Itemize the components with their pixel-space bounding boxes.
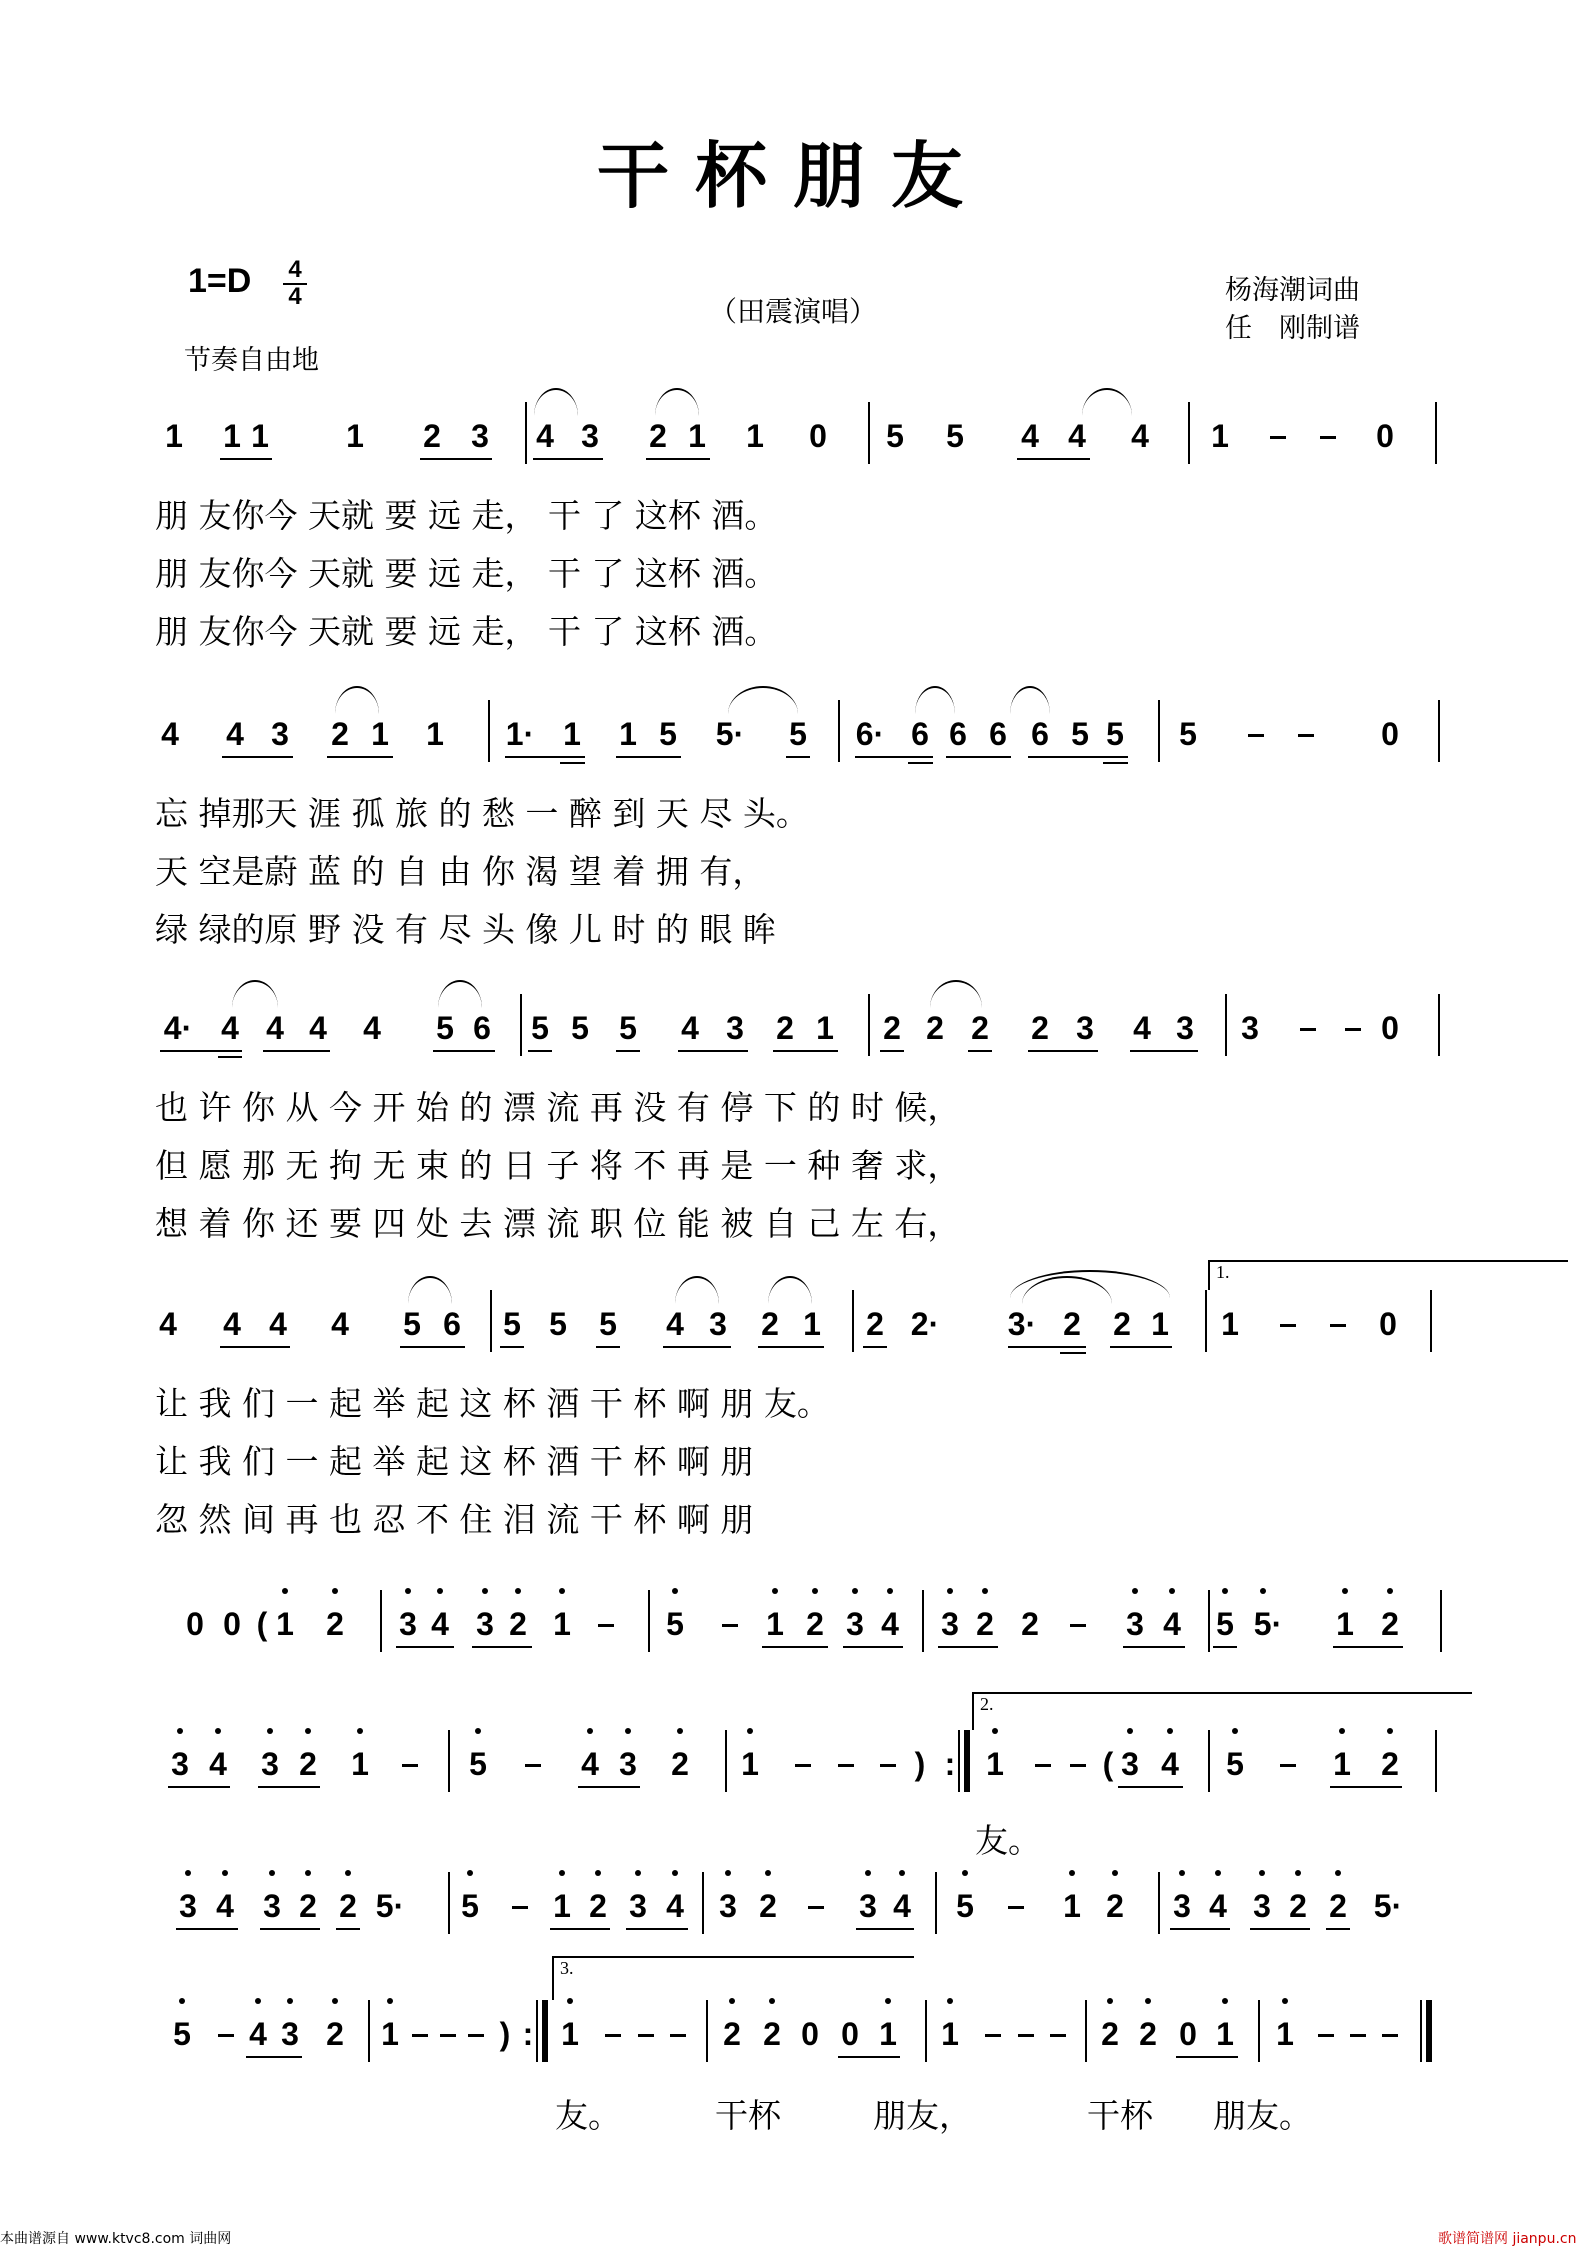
note: 3 [1176, 1010, 1194, 1046]
note: 2 [1289, 1888, 1307, 1924]
lyrics-system-6 [155, 1815, 1455, 1863]
lyric-pengyou-1: 朋友， [873, 2096, 972, 2135]
note: 1 [803, 1306, 821, 1342]
note: 1 [251, 418, 269, 454]
note: 4 [269, 1306, 287, 1342]
note: 4 [249, 2016, 267, 2052]
note: 5 [946, 418, 964, 454]
note: 4 [159, 1306, 177, 1342]
note: 3 [719, 1888, 737, 1924]
note: 3 [1253, 1888, 1271, 1924]
repeat-end: : [944, 1746, 956, 1782]
note: 0 [186, 1606, 204, 1642]
note: 4 [666, 1306, 684, 1342]
note: 2 [776, 1010, 794, 1046]
lyrics-system-2-line-3: 绿 绿的原 野 没 有 尽 头 像 儿 时 的 眼 眸 [155, 910, 776, 949]
lyric-ganbei-2: 干杯 [1087, 2096, 1153, 2135]
note: 6 [989, 716, 1007, 752]
lyrics-system-3-line-2: 但 愿 那 无 拘 无 束 的 日 子 将 不 再 是 一 种 奢 求， [155, 1146, 961, 1185]
note: 2 [763, 2016, 781, 2052]
note: 2 [1063, 1306, 1081, 1342]
note: 5 [659, 716, 677, 752]
note: 1 [563, 716, 581, 752]
note: 5 [1226, 1746, 1244, 1782]
lyrics-system-2-line-1: 忘 掉那天 涯 孤 旅 的 愁 一 醉 到 天 尽 头。 [155, 794, 809, 833]
note: 5 [1106, 716, 1124, 752]
note: 4· [163, 1010, 193, 1046]
note: ) [499, 2016, 511, 2052]
note: 2 [1139, 2016, 1157, 2052]
note: 6 [949, 716, 967, 752]
lyrics-system-4-line-1: 让 我 们 一 起 举 起 这 杯 酒 干 杯 啊 朋 友。 [155, 1384, 830, 1423]
note: 3 [709, 1306, 727, 1342]
note: 3 [281, 2016, 299, 2052]
notation-system-8 [150, 1958, 1450, 2070]
note: 1 [351, 1746, 369, 1782]
lyric-pengyou-2: 朋友。 [1213, 2096, 1312, 2135]
note: 5 [599, 1306, 617, 1342]
notation-system-1 [150, 402, 1450, 472]
note: 1 [1221, 1306, 1239, 1342]
note: 5 [1071, 716, 1089, 752]
repeat-end: : [522, 2016, 534, 2052]
note: 0 [1381, 1010, 1399, 1046]
note: 1 [986, 1746, 1004, 1782]
note: 4 [209, 1746, 227, 1782]
note: 4 [266, 1010, 284, 1046]
note: 1 [553, 1888, 571, 1924]
note: 6 [473, 1010, 491, 1046]
note: 5 [886, 418, 904, 454]
note: 2 [759, 1888, 777, 1924]
note: 4 [1209, 1888, 1227, 1924]
note: 5 [666, 1606, 684, 1642]
note: 3 [1076, 1010, 1094, 1046]
note: 1 [426, 716, 444, 752]
note: 1 [879, 2016, 897, 2052]
credit-lyrics-music: 杨海潮词曲 [1225, 275, 1360, 306]
note: 0 [1179, 2016, 1197, 2052]
volta-label: 1. [1216, 1262, 1230, 1282]
note: 5 [619, 1010, 637, 1046]
note: 1 [371, 716, 389, 752]
time-signature-top: 4 [288, 256, 302, 283]
note: 1 [941, 2016, 959, 2052]
note: 2 [299, 1746, 317, 1782]
notation-system-3 [150, 994, 1450, 1064]
note: 2 [1031, 1010, 1049, 1046]
note: 2 [1021, 1606, 1039, 1642]
note: 2 [331, 716, 349, 752]
note: 4 [1163, 1606, 1181, 1642]
note: 2 [326, 2016, 344, 2052]
note: 0 [841, 2016, 859, 2052]
lyrics-system-1-line-3: 朋 友你今 天就 要 远 走， 干 了 这杯 酒。 [155, 612, 778, 651]
note: 5 [436, 1010, 454, 1046]
note: 2 [976, 1606, 994, 1642]
note: 5 [461, 1888, 479, 1924]
note: ) [914, 1746, 926, 1782]
note: 2 [326, 1606, 344, 1642]
volta-label: 3. [560, 1958, 574, 1978]
notation-system-6 [150, 1694, 1450, 1800]
lyric-you-final: 友。 [555, 2096, 621, 2135]
note: 4 [431, 1606, 449, 1642]
note: 2 [971, 1010, 989, 1046]
note: 5 [549, 1306, 567, 1342]
note: 3 [261, 1746, 279, 1782]
note: 4 [363, 1010, 381, 1046]
note: 1 [1336, 1606, 1354, 1642]
lyrics-system-4-line-2: 让 我 们 一 起 举 起 这 杯 酒 干 杯 啊 朋 [155, 1442, 754, 1481]
note: 5· [375, 1888, 405, 1924]
note: 4 [536, 418, 554, 454]
note: 3 [1121, 1746, 1139, 1782]
note: 1 [766, 1606, 784, 1642]
note: 0 [1376, 418, 1394, 454]
note: 5· [1373, 1888, 1403, 1924]
note: 3 [171, 1746, 189, 1782]
note: 2 [866, 1306, 884, 1342]
key-signature: 1=D [188, 262, 252, 300]
note: 5 [469, 1746, 487, 1782]
footer-watermark: 歌谱简谱网 jianpu.cn [1438, 2231, 1577, 2247]
lyrics-system-3-line-3: 想 着 你 还 要 四 处 去 漂 流 职 位 能 被 自 己 左 右， [155, 1204, 961, 1243]
singer-note: （田震演唱） [708, 295, 877, 328]
note: 0 [801, 2016, 819, 2052]
time-signature-bottom: 4 [283, 283, 307, 309]
note: 1 [1276, 2016, 1294, 2052]
note: 0 [809, 418, 827, 454]
note: 3 [619, 1746, 637, 1782]
lyrics-system-2-line-2: 天 空是蔚 蓝 的 自 由 你 渴 望 着 拥 有， [155, 852, 766, 891]
note: 6 [1031, 716, 1049, 752]
note: 6 [443, 1306, 461, 1342]
note: 2 [1113, 1306, 1131, 1342]
notation-system-2 [150, 700, 1450, 770]
note: 0 [1381, 716, 1399, 752]
note: 2 [806, 1606, 824, 1642]
note: 5 [173, 2016, 191, 2052]
note: 5 [1179, 716, 1197, 752]
notation-system-7 [150, 1872, 1450, 1942]
note: 3 [846, 1606, 864, 1642]
note: 1 [741, 1746, 759, 1782]
note: 1 [381, 2016, 399, 2052]
note: 4 [681, 1010, 699, 1046]
note: 4 [881, 1606, 899, 1642]
note: 1 [688, 418, 706, 454]
note: 0 [1379, 1306, 1397, 1342]
note: 2 [299, 1888, 317, 1924]
note: 1· [505, 716, 535, 752]
note: 1 [276, 1606, 294, 1642]
note: 2 [926, 1010, 944, 1046]
note: 3 [1241, 1010, 1259, 1046]
note: 3 [1126, 1606, 1144, 1642]
note: ( [1102, 1746, 1114, 1782]
note: 5 [956, 1888, 974, 1924]
note: 4 [226, 716, 244, 752]
note: 5· [1253, 1606, 1283, 1642]
note: 3 [859, 1888, 877, 1924]
note: 1 [1151, 1306, 1169, 1342]
note: 5 [531, 1010, 549, 1046]
note: 5 [503, 1306, 521, 1342]
note: 4 [581, 1746, 599, 1782]
note: 4 [331, 1306, 349, 1342]
note: 6 [911, 716, 929, 752]
lyrics-system-4-line-3: 忽 然 间 再 也 忍 不 住 泪 流 干 杯 啊 朋 [155, 1500, 754, 1539]
lyrics-system-3-line-1: 也 许 你 从 今 开 始 的 漂 流 再 没 有 停 下 的 时 候， [155, 1088, 961, 1127]
note: 2 [1329, 1888, 1347, 1924]
note: 3 [726, 1010, 744, 1046]
note: 1 [165, 418, 183, 454]
note: 2 [1101, 2016, 1119, 2052]
note: 1 [1216, 2016, 1234, 2052]
note: 1 [746, 418, 764, 454]
note: 3 [263, 1888, 281, 1924]
note: 4 [1161, 1746, 1179, 1782]
note: 2 [1381, 1606, 1399, 1642]
note: 4 [216, 1888, 234, 1924]
credit-transcriber: 任 刚制谱 [1225, 313, 1360, 344]
note: 2 [509, 1606, 527, 1642]
note: 3 [471, 418, 489, 454]
note: 5 [789, 716, 807, 752]
note: 1 [1211, 418, 1229, 454]
lyric-ganbei-1: 干杯 [715, 2096, 781, 2135]
note: 3 [1173, 1888, 1191, 1924]
note: 2 [649, 418, 667, 454]
note: 1 [1333, 1746, 1351, 1782]
note: 4 [666, 1888, 684, 1924]
note: 3· [1007, 1306, 1037, 1342]
notation-system-4 [150, 1262, 1450, 1360]
note: 4 [309, 1010, 327, 1046]
note: 4 [893, 1888, 911, 1924]
note: 3 [476, 1606, 494, 1642]
note: 4 [223, 1306, 241, 1342]
note: 5 [403, 1306, 421, 1342]
lyrics-system-1-line-1: 朋 友你今 天就 要 远 走， 干 了 这杯 酒。 [155, 496, 778, 535]
note: 2 [589, 1888, 607, 1924]
note: ( [256, 1606, 268, 1642]
note: 5· [715, 716, 745, 752]
note: 2 [671, 1746, 689, 1782]
note: 2 [883, 1010, 901, 1046]
note: 3 [271, 716, 289, 752]
note: 0 [223, 1606, 241, 1642]
note: 4 [221, 1010, 239, 1046]
note: 1 [346, 418, 364, 454]
note: 2 [761, 1306, 779, 1342]
note: 5 [1216, 1606, 1234, 1642]
note: 4 [1068, 418, 1086, 454]
note: 1 [561, 2016, 579, 2052]
lyric-you: 友。 [975, 1821, 1041, 1860]
note: 3 [941, 1606, 959, 1642]
note: 4 [161, 716, 179, 752]
note: 2· [910, 1306, 940, 1342]
note: 1 [223, 418, 241, 454]
lyrics-system-8 [155, 2090, 1455, 2138]
note: 1 [619, 716, 637, 752]
note: 2 [423, 418, 441, 454]
note: 3 [399, 1606, 417, 1642]
note: 6· [855, 716, 885, 752]
volta-label: 2. [980, 1694, 994, 1714]
note: 4 [1131, 418, 1149, 454]
note: 4 [1133, 1010, 1151, 1046]
note: 2 [339, 1888, 357, 1924]
note: 2 [1106, 1888, 1124, 1924]
note: 3 [179, 1888, 197, 1924]
note: 1 [816, 1010, 834, 1046]
note: 1 [553, 1606, 571, 1642]
note: 4 [1021, 418, 1039, 454]
tempo-marking: 节奏自由地 [184, 345, 319, 376]
note: 2 [723, 2016, 741, 2052]
song-title: 干杯朋友 [596, 133, 989, 218]
note: 5 [571, 1010, 589, 1046]
note: 2 [1381, 1746, 1399, 1782]
note: 3 [629, 1888, 647, 1924]
lyrics-system-1-line-2: 朋 友你今 天就 要 远 走， 干 了 这杯 酒。 [155, 554, 778, 593]
notation-system-5 [150, 1590, 1450, 1660]
credits [1225, 272, 1360, 348]
note: 1 [1063, 1888, 1081, 1924]
footer-source: 本曲谱源自 www.ktvc8.com 词曲网 [0, 2231, 232, 2247]
note: 3 [581, 418, 599, 454]
